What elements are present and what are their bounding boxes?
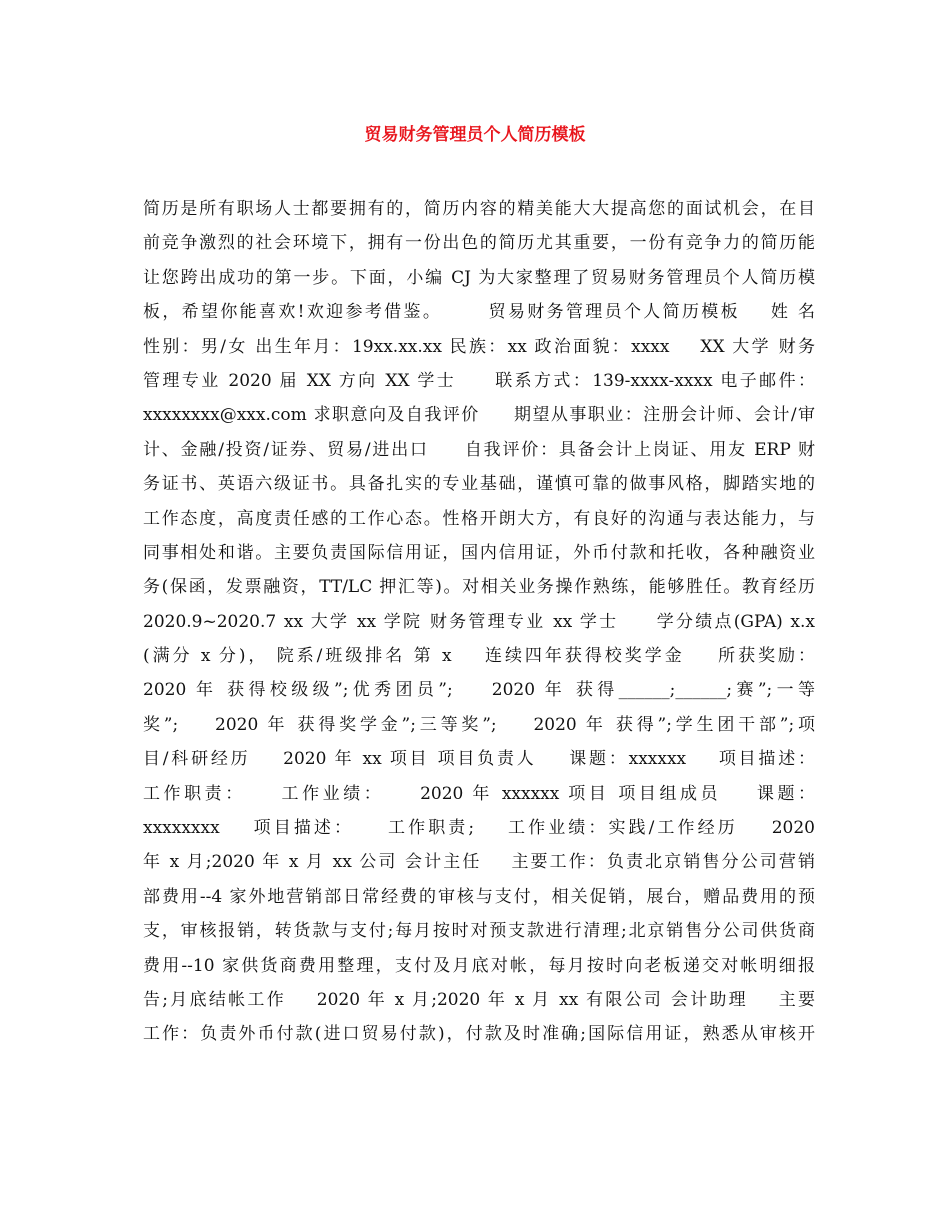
body-line: 同事相处和谐。主要负责国际信用证，国内信用证，外币付款和托收，各种融资业 [143,542,815,563]
body-line: xxxxxxxx 项目描述： 工作职责; 工作业绩：实践/工作经历 2020 [143,818,815,839]
body-line: 让您跨出成功的第一步。下面，小编 CJ 为大家整理了贸易财务管理员个人简历模 [143,267,815,288]
body-line: 工作态度，高度责任感的工作心态。性格开朗大方，有良好的沟通与表达能力，与 [143,508,815,529]
body-line: 计、金融/投资/证券、贸易/进出口 自我评价：具备会计上岗证、用友 ERP 财 [143,439,815,460]
body-line: xxxxxxxx@xxx.com 求职意向及自我评价 期望从事职业：注册会计师、会计/审 [143,405,815,426]
body-line: 务(保函，发票融资，TT/LC 押汇等)。对相关业务操作熟练，能够胜任。教育经历 [143,577,815,598]
document-body [143,192,815,1052]
body-line: 务证书、英语六级证书。具备扎实的专业基础，谨慎可靠的做事风格，脚踏实地的 [143,474,815,495]
body-line: 管理专业 2020 届 XX 方向 XX 学士 联系方式：139-xxxx-xxxx 电子邮件： [143,370,815,391]
body-line: 板，希望你能喜欢!欢迎参考借鉴。 贸易财务管理员个人简历模板 姓 名 [143,302,815,323]
body-line: 前竞争激烈的社会环境下，拥有一份出色的简历尤其重要，一份有竞争力的简历能 [143,233,815,254]
body-line: 工作职责： 工作业绩： 2020 年 xxxxxx 项目 项目组成员 课题： [143,783,815,804]
body-line: 2020 年 获得校级级”;优秀团员”; 2020 年 获得______;______;赛”;一等 [143,680,815,701]
body-line: 奖”; 2020 年 获得奖学金”;三等奖”; 2020 年 获得”;学生团干部”;项 [143,714,815,735]
body-line: (满分 x 分)， 院系/班级排名 第 x 连续四年获得校奖学金 所获奖励： [143,646,815,667]
body-line: 性别：男/女 出生年月：19xx.xx.xx 民族：xx 政治面貌：xxxx XX 大学 财务 [143,336,815,357]
body-line: 支，审核报销，转货款与支付;每月按时对预支款进行清理;北京销售分公司供货商 [143,921,815,942]
body-line: 费用--10 家供货商费用整理，支付及月底对帐，每月按时向老板递交对帐明细报 [143,955,815,976]
document-title: 贸易财务管理员个人简历模板 [364,125,586,145]
body-line: 告;月底结帐工作 2020 年 x 月;2020 年 x 月 xx 有限公司 会计助理 主要 [143,989,815,1010]
body-line: 2020.9~2020.7 xx 大学 xx 学院 财务管理专业 xx 学士 学分绩点(GPA) x.x [143,611,815,632]
body-line: 工作：负责外币付款(进口贸易付款)，付款及时准确;国际信用证，熟悉从审核开 [143,1024,815,1045]
body-line: 年 x 月;2020 年 x 月 xx 公司 会计主任 主要工作：负责北京销售分公司营销 [143,852,815,873]
body-line: 简历是所有职场人士都要拥有的，简历内容的精美能大大提高您的面试机会，在目 [143,199,815,219]
body-line: 目/科研经历 2020 年 xx 项目 项目负责人 课题：xxxxxx 项目描述： [143,749,815,770]
body-line: 部费用--4 家外地营销部日常经费的审核与支付，相关促销，展台，赠品费用的预 [143,886,815,907]
